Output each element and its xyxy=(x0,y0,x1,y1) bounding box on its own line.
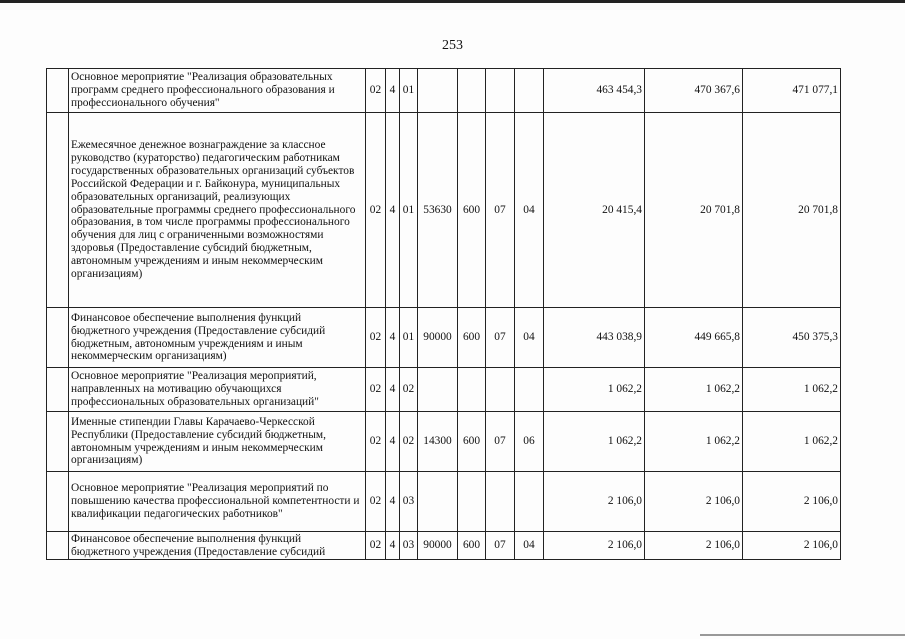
table-row xyxy=(47,368,841,412)
blank-cell xyxy=(47,532,69,560)
code-program: 02 xyxy=(366,412,386,472)
amount-year-2: 20 701,8 xyxy=(645,113,743,308)
code-event: 03 xyxy=(400,532,418,560)
code-direction xyxy=(418,368,458,412)
code-program: 02 xyxy=(366,532,386,560)
code-direction: 90000 xyxy=(418,308,458,368)
code-section xyxy=(486,368,515,412)
code-subsection: 04 xyxy=(515,308,544,368)
table-row xyxy=(47,69,841,113)
code-expense-type xyxy=(458,368,486,412)
amount-year-3: 471 077,1 xyxy=(743,69,841,113)
table-row xyxy=(47,472,841,532)
amount-year-1: 2 106,0 xyxy=(544,532,645,560)
code-subsection: 04 xyxy=(515,113,544,308)
scan-edge-mark xyxy=(700,634,905,636)
code-event: 01 xyxy=(400,69,418,113)
code-program: 02 xyxy=(366,368,386,412)
code-expense-type xyxy=(458,69,486,113)
code-direction xyxy=(418,472,458,532)
amount-year-2: 1 062,2 xyxy=(645,368,743,412)
amount-year-3: 2 106,0 xyxy=(743,532,841,560)
amount-year-2: 1 062,2 xyxy=(645,412,743,472)
table-row xyxy=(47,532,841,560)
code-subprogram: 4 xyxy=(386,412,400,472)
table-row xyxy=(47,412,841,472)
item-name: Ежемесячное денежное вознаграждение за классное руководство (кураторство) педагогическим работникам государственных образовательных организаций субъектов Российской Федерации и г. Байконура, муниципальных образовательных организаций, реализующих образовательные программы среднего профессионального образования, в том числе программы профессионального обучения для лиц с ограниченными возможностями здоровья (Предоставление субсидий бюджетным, автономным учреждениям и иным некоммерческим организациям) xyxy=(69,113,366,308)
amount-year-2: 2 106,0 xyxy=(645,472,743,532)
item-name: Основное мероприятие "Реализация мероприятий по повышению качества профессиональной компетентности и квалификации педагогических работников" xyxy=(69,472,366,532)
code-event: 03 xyxy=(400,472,418,532)
code-program: 02 xyxy=(366,113,386,308)
item-name: Именные стипендии Главы Карачаево-Черкесской Республики (Предоставление субсидий бюджетным, автономным учреждениям и иным некоммерческим организациям) xyxy=(69,412,366,472)
code-expense-type xyxy=(458,472,486,532)
code-expense-type: 600 xyxy=(458,412,486,472)
code-subsection xyxy=(515,368,544,412)
code-direction: 90000 xyxy=(418,532,458,560)
code-event: 02 xyxy=(400,412,418,472)
code-expense-type: 600 xyxy=(458,113,486,308)
page-number: 253 xyxy=(442,38,463,53)
item-name: Основное мероприятие "Реализация мероприятий, направленных на мотивацию обучающихся профессиональных образовательных организаций" xyxy=(69,368,366,412)
code-direction: 14300 xyxy=(418,412,458,472)
amount-year-1: 1 062,2 xyxy=(544,412,645,472)
blank-cell xyxy=(47,113,69,308)
item-name: Основное мероприятие "Реализация образовательных программ среднего профессионального образования и профессионального обучения" xyxy=(69,69,366,113)
code-program: 02 xyxy=(366,308,386,368)
amount-year-3: 1 062,2 xyxy=(743,412,841,472)
amount-year-1: 1 062,2 xyxy=(544,368,645,412)
code-section xyxy=(486,69,515,113)
top-border-line xyxy=(0,0,905,3)
code-subprogram: 4 xyxy=(386,532,400,560)
code-subprogram: 4 xyxy=(386,308,400,368)
blank-cell xyxy=(47,472,69,532)
amount-year-1: 443 038,9 xyxy=(544,308,645,368)
code-section: 07 xyxy=(486,113,515,308)
code-program: 02 xyxy=(366,69,386,113)
code-subsection: 04 xyxy=(515,532,544,560)
code-section: 07 xyxy=(486,532,515,560)
item-name: Финансовое обеспечение выполнения функций бюджетного учреждения (Предоставление субсидий бюджетным, автономным учреждениям и иным некоммерческим организациям) xyxy=(69,308,366,368)
code-expense-type: 600 xyxy=(458,532,486,560)
amount-year-3: 2 106,0 xyxy=(743,472,841,532)
amount-year-3: 450 375,3 xyxy=(743,308,841,368)
blank-cell xyxy=(47,368,69,412)
blank-cell xyxy=(47,412,69,472)
table-row xyxy=(47,308,841,368)
code-section: 07 xyxy=(486,412,515,472)
code-event: 01 xyxy=(400,113,418,308)
blank-cell xyxy=(47,308,69,368)
budget-table xyxy=(46,68,841,560)
code-subprogram: 4 xyxy=(386,368,400,412)
amount-year-1: 20 415,4 xyxy=(544,113,645,308)
code-direction xyxy=(418,69,458,113)
item-name: Финансовое обеспечение выполнения функций бюджетного учреждения (Предоставление субсидий xyxy=(69,532,366,560)
code-subprogram: 4 xyxy=(386,472,400,532)
code-subsection: 06 xyxy=(515,412,544,472)
code-direction: 53630 xyxy=(418,113,458,308)
amount-year-1: 2 106,0 xyxy=(544,472,645,532)
code-event: 02 xyxy=(400,368,418,412)
code-subprogram: 4 xyxy=(386,113,400,308)
code-event: 01 xyxy=(400,308,418,368)
blank-cell xyxy=(47,69,69,113)
code-subprogram: 4 xyxy=(386,69,400,113)
code-section xyxy=(486,472,515,532)
amount-year-2: 470 367,6 xyxy=(645,69,743,113)
code-program: 02 xyxy=(366,472,386,532)
code-section: 07 xyxy=(486,308,515,368)
amount-year-2: 2 106,0 xyxy=(645,532,743,560)
code-expense-type: 600 xyxy=(458,308,486,368)
amount-year-2: 449 665,8 xyxy=(645,308,743,368)
amount-year-3: 20 701,8 xyxy=(743,113,841,308)
code-subsection xyxy=(515,472,544,532)
code-subsection xyxy=(515,69,544,113)
amount-year-1: 463 454,3 xyxy=(544,69,645,113)
amount-year-3: 1 062,2 xyxy=(743,368,841,412)
table-row xyxy=(47,113,841,308)
